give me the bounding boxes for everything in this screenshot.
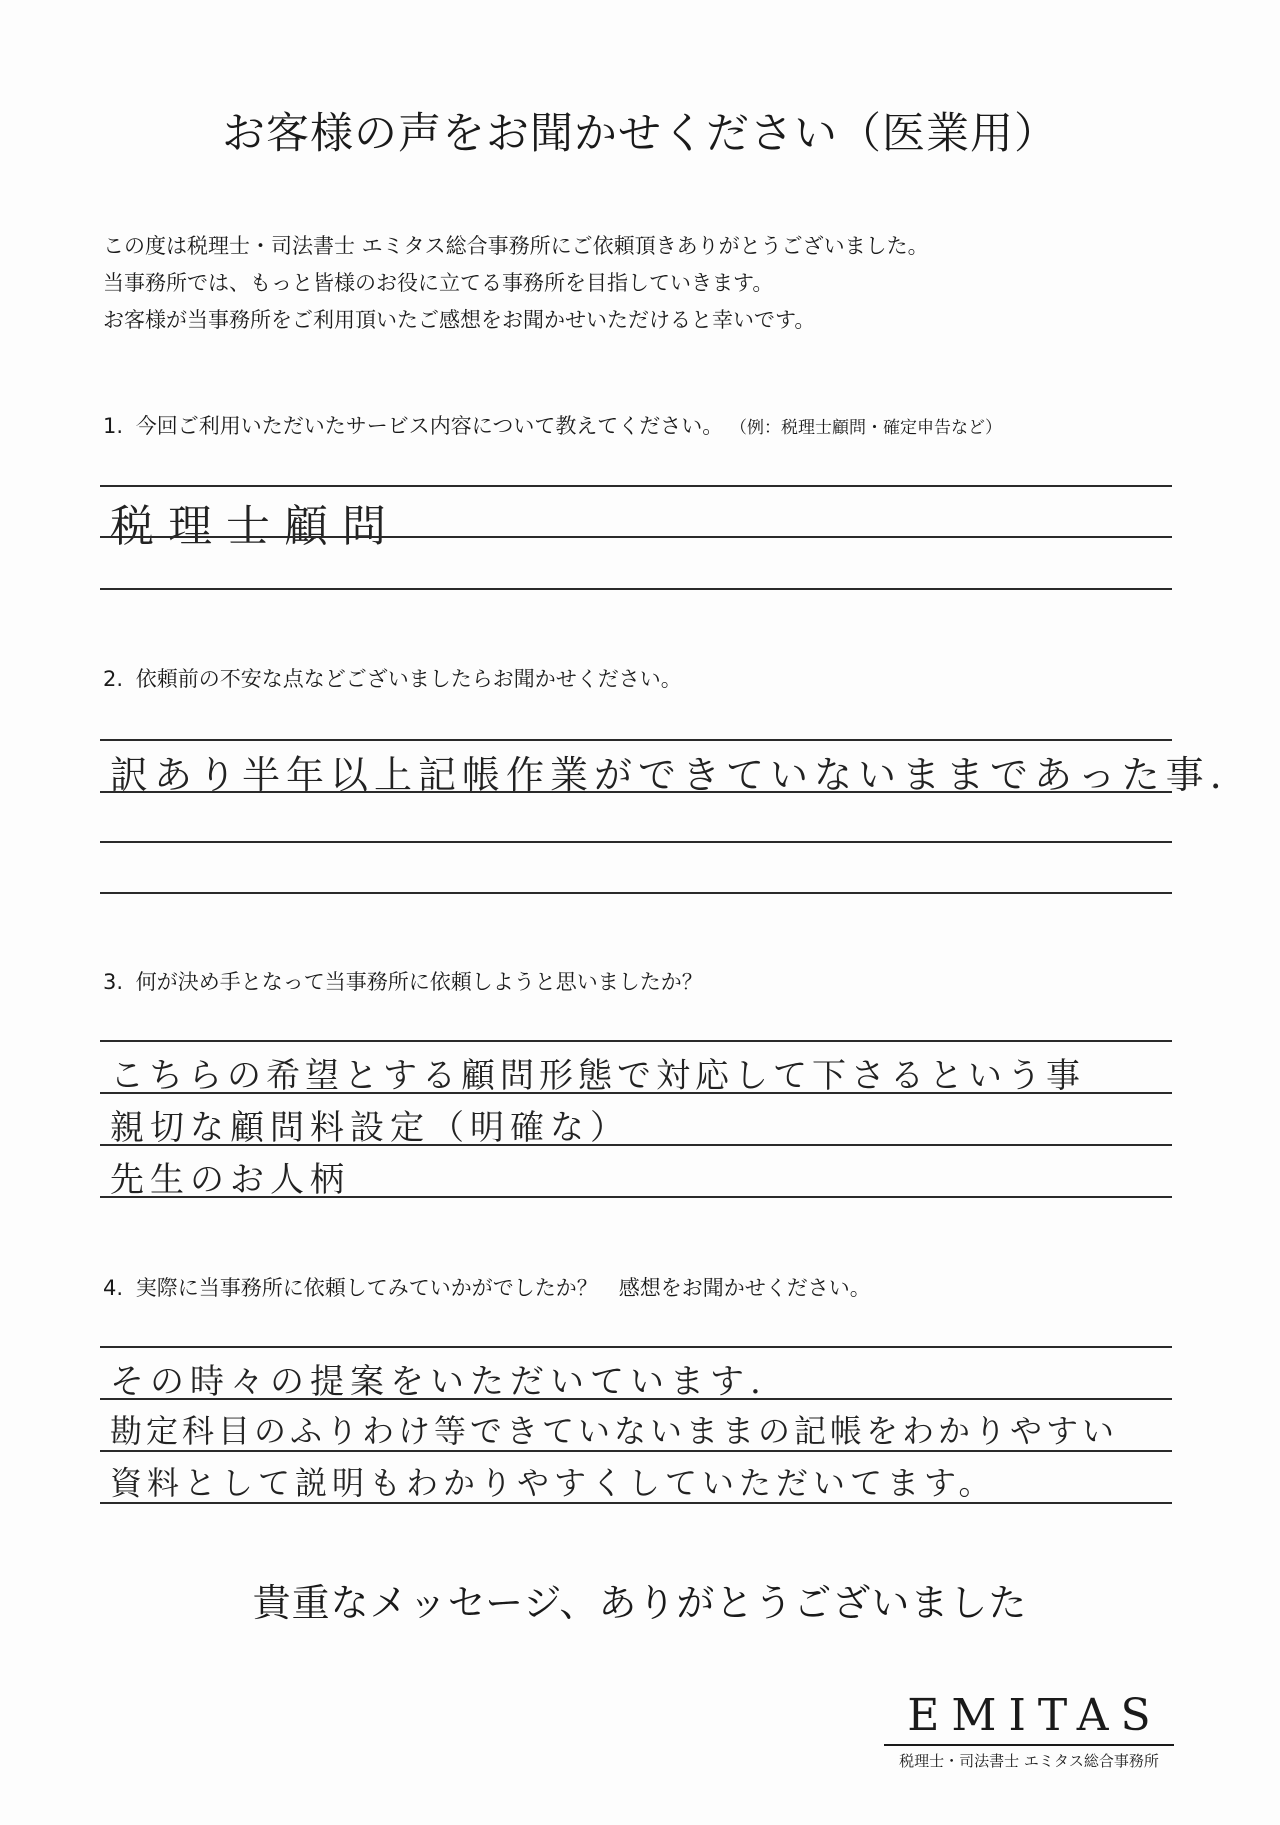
answer-line bbox=[100, 1040, 1172, 1042]
question-1 bbox=[103, 410, 1203, 440]
answer-line bbox=[100, 892, 1172, 894]
company-logo bbox=[884, 1692, 1174, 1771]
question-2 bbox=[103, 663, 1203, 693]
question-number: 2. bbox=[103, 667, 124, 691]
thanks-message: 貴重なメッセージ、ありがとうございました bbox=[252, 1581, 1028, 1625]
question-number: 4. bbox=[103, 1276, 124, 1300]
answer-line bbox=[100, 1450, 1172, 1452]
answer-line bbox=[100, 1502, 1172, 1504]
answer-line bbox=[100, 1346, 1172, 1348]
handwritten-answer: 資料として説明もわかりやすくしていただいてます。 bbox=[110, 1464, 996, 1502]
logo-mark: EMITAS bbox=[907, 1690, 1163, 1741]
question-text: 今回ご利用いただいたサービス内容について教えてください。 bbox=[135, 414, 724, 438]
answer-line bbox=[100, 841, 1172, 843]
answer-line bbox=[100, 1144, 1172, 1146]
intro-line: お客様が当事務所をご利用頂いたご感想をお聞かせいただけると幸いです。 bbox=[103, 308, 816, 332]
intro-line: この度は税理士・司法書士 エミタス総合事務所にご依頼頂きありがとうございました。 bbox=[103, 234, 929, 258]
logo-subtitle: 税理士・司法書士 エミタス総合事務所 bbox=[899, 1752, 1159, 1770]
handwritten-answer: 先生のお人柄 bbox=[110, 1160, 350, 1200]
handwritten-answer: 税理士顧問 bbox=[110, 501, 400, 552]
intro-line: 当事務所では、もっと皆様のお役に立てる事務所を目指していきます。 bbox=[103, 271, 774, 295]
handwritten-answer: 訳あり半年以上記帳作業ができていないままであった事. bbox=[110, 753, 1228, 797]
answer-line bbox=[100, 791, 1172, 793]
question-text: 実際に当事務所に依頼してみていかがでしたか？ 感想をお聞かせください。 bbox=[135, 1276, 871, 1300]
answer-line bbox=[100, 536, 1172, 538]
answer-line bbox=[100, 1196, 1172, 1198]
logo-divider bbox=[884, 1744, 1174, 1746]
answer-line bbox=[100, 1398, 1172, 1400]
answer-line bbox=[100, 1092, 1172, 1094]
handwritten-answer: その時々の提案をいただいています. bbox=[110, 1362, 767, 1402]
question-number: 3. bbox=[103, 970, 124, 994]
question-text: 何が決め手となって当事務所に依頼しようと思いましたか？ bbox=[135, 970, 703, 994]
answer-line bbox=[100, 485, 1172, 487]
answer-line bbox=[100, 739, 1172, 741]
handwritten-answer: 勘定科目のふりわけ等できていないままの記帳をわかりやすい bbox=[110, 1412, 1119, 1450]
page-title: お客様の声をお聞かせください（医業用） bbox=[222, 109, 1058, 159]
question-number: 1. bbox=[103, 414, 124, 438]
answer-line bbox=[100, 588, 1172, 590]
question-text: 依頼前の不安な点などございましたらお聞かせください。 bbox=[135, 667, 682, 691]
intro-text bbox=[103, 228, 1183, 339]
question-4 bbox=[103, 1272, 1203, 1302]
question-3 bbox=[103, 966, 1203, 996]
handwritten-answer: 親切な顧問料設定（明確な） bbox=[110, 1108, 630, 1148]
handwritten-answer: こちらの希望とする顧問形態で対応して下さるという事 bbox=[110, 1056, 1085, 1096]
question-example: （例：税理士顧問・確定申告など） bbox=[730, 418, 1002, 438]
